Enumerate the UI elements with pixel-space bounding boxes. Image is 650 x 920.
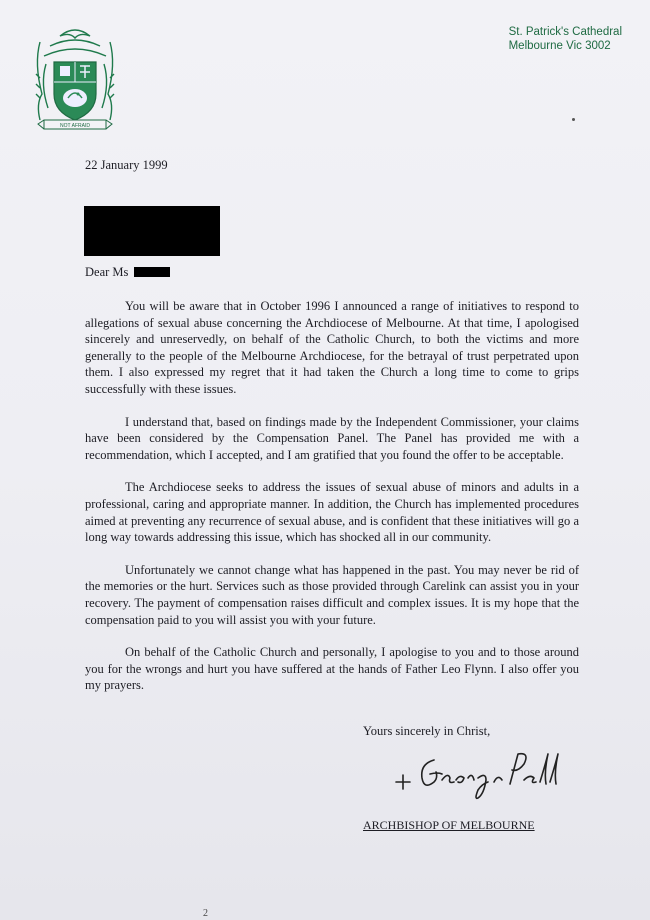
- paragraph-2: I understand that, based on findings made by the Independent Commissioner, your claims have been considered by the Compensation Panel. The Panel has provided me with a recommendation, which I accepted, and I am gratified that you found the offer to be acceptable.: [85, 414, 579, 462]
- paper-mark: [572, 118, 575, 121]
- letterhead-line-2: Melbourne Vic 3002: [508, 40, 611, 52]
- paragraph-5: On behalf of the Catholic Church and personally, I apologise to you and to those around you for the wrongs and hurt you have suffered at the hands of Father Leo Flynn. I also offer you my prayers.: [85, 645, 579, 693]
- paragraph-4: Unfortunately we cannot change what has happened in the past. You may never be rid of the memories or the hurt. Services such as those provided through Carelink can assist you in your recovery. The payment of compensation raises difficult and complex issues. It is my hope that the compensation paid to you will assist you with your future.: [85, 562, 579, 627]
- salutation-text: Dear Ms: [85, 265, 129, 279]
- closing: Yours sincerely in Christ,: [363, 724, 491, 738]
- letterhead-line-1: St. Patrick's Cathedral: [508, 26, 622, 38]
- letter-body: [85, 298, 579, 710]
- signatory-title: ARCHBISHOP OF MELBOURNE: [363, 818, 535, 832]
- redacted-recipient-name: [134, 267, 170, 277]
- letter-date: 22 January 1999: [85, 158, 168, 172]
- paragraph-3: The Archdiocese seeks to address the issues of sexual abuse of minors and adults in a professional, caring and appropriate manner. In addition, the Church has implemented procedures aimed at preventing any recurrence of sexual abuse, and is confident that these initiatives will go a long way towards addressing this issue, which has shocked all in our community.: [85, 480, 579, 545]
- crest-motto: NOT AFRAID: [60, 123, 90, 129]
- handwritten-signature: [390, 742, 560, 804]
- paragraph-1: You will be aware that in October 1996 I announced a range of initiatives to respond to allegations of sexual abuse concerning the Archdiocese of Melbourne. At that time, I apologised sincerely and unreservedly, on behalf of the Catholic Church, to both the victims and more generally to the people of the Melbourne Archdiocese, for the betrayal of trust perpetrated upon them. I also expressed my regret that it had taken the Church a long time to come to grips successfully with these issues.: [85, 299, 579, 396]
- letterhead-address: [509, 25, 622, 53]
- page-mark: 2: [203, 908, 208, 919]
- coat-of-arms-icon: [30, 24, 120, 142]
- salutation: [85, 265, 170, 280]
- redacted-recipient-address: [84, 206, 220, 256]
